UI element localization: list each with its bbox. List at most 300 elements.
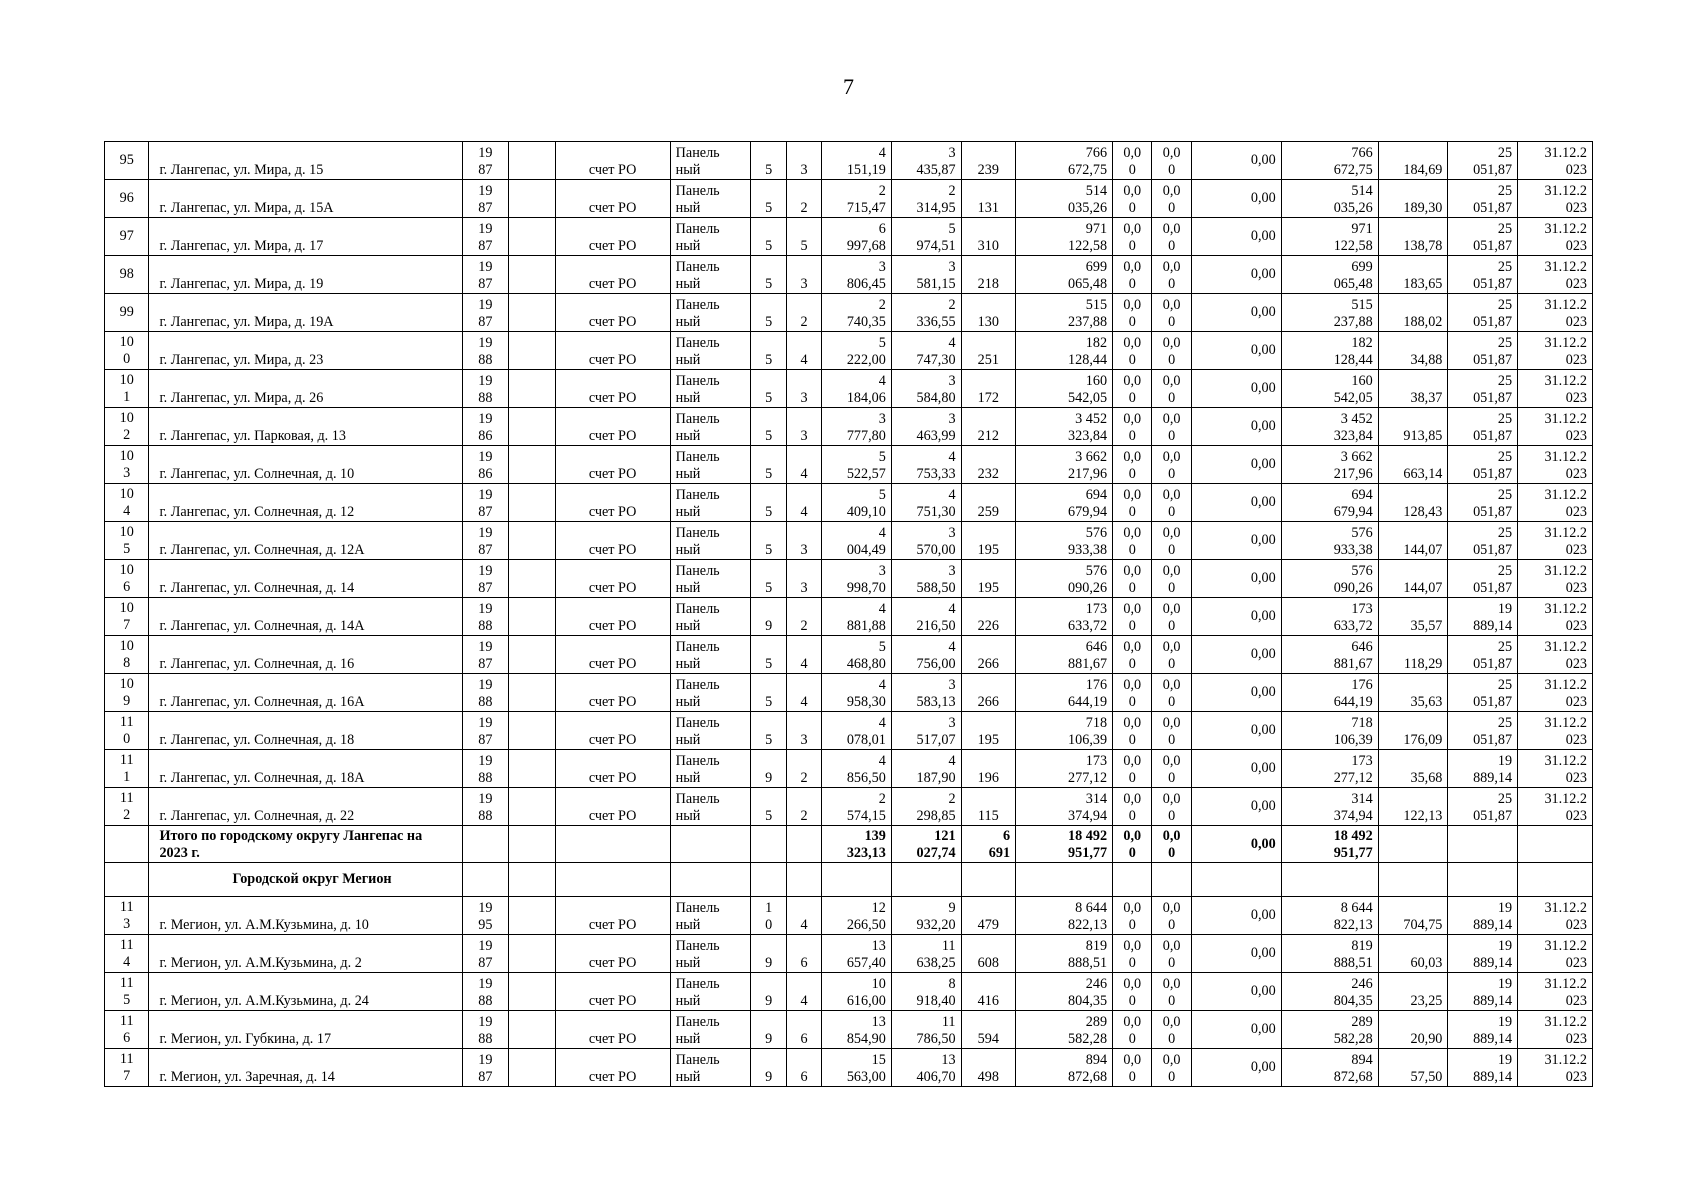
cell-a1: 3 777,80 (822, 408, 892, 446)
table-row (105, 560, 1593, 598)
cell-addr: г. Лангепас, ул. Солнечная, д. 16 (149, 636, 462, 674)
cell-z1: 0,0 0 (1113, 294, 1152, 332)
cell-res: 212 (961, 408, 1016, 446)
cell-ent: 2 (786, 294, 821, 332)
cell-u1: 122,13 (1378, 788, 1448, 826)
cell-z1: 0,0 0 (1113, 674, 1152, 712)
cell-a1: 12 266,50 (822, 897, 892, 935)
cell-ent: 3 (786, 712, 821, 750)
table-row (105, 484, 1593, 522)
cell-cost: 718 106,39 (1016, 712, 1113, 750)
cell-acct: счет РО (555, 370, 670, 408)
cell-u1: 144,07 (1378, 560, 1448, 598)
cell-z3: 0,00 (1191, 674, 1281, 712)
cell-cost: 694 679,94 (1016, 484, 1113, 522)
cell-fl: 5 (751, 294, 786, 332)
cell-z2: 0,0 0 (1152, 560, 1191, 598)
cell-z3: 0,00 (1191, 712, 1281, 750)
cell-z1: 0,0 0 (1113, 180, 1152, 218)
cell-res: 130 (961, 294, 1016, 332)
cell-z1: 0,0 0 (1113, 1049, 1152, 1087)
total-cost: 18 492 951,77 (1016, 826, 1113, 863)
cell-a2: 3 435,87 (891, 142, 961, 180)
cell-a1: 5 409,10 (822, 484, 892, 522)
cell-u2: 25 051,87 (1448, 788, 1518, 826)
cell-empty (509, 370, 555, 408)
cell-addr: г. Мегион, ул. А.М.Кузьмина, д. 2 (149, 935, 462, 973)
cell-a2: 4 753,33 (891, 446, 961, 484)
cell-z3: 0,00 (1191, 180, 1281, 218)
cell-mat: Панель ный (670, 484, 751, 522)
total-a1: 139 323,13 (822, 826, 892, 863)
housing-register-table (104, 141, 1593, 1087)
cell-empty (462, 863, 508, 897)
cell-acct: счет РО (555, 636, 670, 674)
cell-empty (509, 636, 555, 674)
cell-empty (1448, 826, 1518, 863)
cell-u1: 183,65 (1378, 256, 1448, 294)
cell-ent: 4 (786, 332, 821, 370)
cell-mat: Панель ный (670, 218, 751, 256)
cell-acct: счет РО (555, 1011, 670, 1049)
cell-addr: г. Лангепас, ул. Мира, д. 19А (149, 294, 462, 332)
cell-acct: счет РО (555, 294, 670, 332)
cell-z3: 0,00 (1191, 973, 1281, 1011)
cell-acct: счет РО (555, 142, 670, 180)
cell-year: 19 87 (462, 712, 508, 750)
cell-z1: 0,0 0 (1113, 560, 1152, 598)
cell-fl: 5 (751, 446, 786, 484)
cell-fl: 1 0 (751, 897, 786, 935)
cell-u1: 176,09 (1378, 712, 1448, 750)
cell-date: 31.12.2 023 (1518, 522, 1593, 560)
cell-u1: 20,90 (1378, 1011, 1448, 1049)
cell-year: 19 87 (462, 522, 508, 560)
cell-res: 594 (961, 1011, 1016, 1049)
cell-a2: 4 216,50 (891, 598, 961, 636)
cell-mat: Панель ный (670, 636, 751, 674)
cell-cost: 819 888,51 (1016, 935, 1113, 973)
cell-u1: 144,07 (1378, 522, 1448, 560)
cell-z3: 0,00 (1191, 446, 1281, 484)
cell-fl: 5 (751, 674, 786, 712)
cell-fl: 5 (751, 560, 786, 598)
cell-ent: 2 (786, 598, 821, 636)
cell-z1: 0,0 0 (1113, 750, 1152, 788)
cell-num: 11 6 (105, 1011, 149, 1049)
cell-num: 97 (105, 218, 149, 256)
cell-a2: 13 406,70 (891, 1049, 961, 1087)
cell-z2: 0,0 0 (1152, 1049, 1191, 1087)
cell-date: 31.12.2 023 (1518, 484, 1593, 522)
cell-a1: 4 004,49 (822, 522, 892, 560)
cell-u2: 25 051,87 (1448, 560, 1518, 598)
cell-year: 19 87 (462, 294, 508, 332)
cell-date: 31.12.2 023 (1518, 180, 1593, 218)
table-row (105, 370, 1593, 408)
cell-ent: 5 (786, 218, 821, 256)
cell-acct: счет РО (555, 446, 670, 484)
cell-empty (509, 973, 555, 1011)
cell-cost: 8 644 822,13 (1016, 897, 1113, 935)
cell-a1: 6 997,68 (822, 218, 892, 256)
cell-res: 416 (961, 973, 1016, 1011)
cell-z2: 0,0 0 (1152, 294, 1191, 332)
cell-empty (509, 712, 555, 750)
cell-z1: 0,0 0 (1113, 522, 1152, 560)
cell-u1: 57,50 (1378, 1049, 1448, 1087)
cell-year: 19 87 (462, 218, 508, 256)
cell-cost2: 173 277,12 (1281, 750, 1378, 788)
cell-cost2: 894 872,68 (1281, 1049, 1378, 1087)
cell-cost: 515 237,88 (1016, 294, 1113, 332)
cell-empty (751, 826, 786, 863)
cell-z2: 0,0 0 (1152, 1011, 1191, 1049)
cell-empty (509, 598, 555, 636)
cell-empty (509, 332, 555, 370)
cell-z3: 0,00 (1191, 256, 1281, 294)
cell-res: 310 (961, 218, 1016, 256)
table-row (105, 218, 1593, 256)
cell-addr: г. Мегион, ул. А.М.Кузьмина, д. 24 (149, 973, 462, 1011)
cell-ent: 4 (786, 674, 821, 712)
cell-empty (509, 750, 555, 788)
cell-cost2: 176 644,19 (1281, 674, 1378, 712)
cell-addr: г. Лангепас, ул. Мира, д. 15А (149, 180, 462, 218)
cell-ent: 4 (786, 446, 821, 484)
cell-cost: 576 090,26 (1016, 560, 1113, 598)
cell-u2: 19 889,14 (1448, 1049, 1518, 1087)
cell-fl: 5 (751, 180, 786, 218)
cell-u1: 128,43 (1378, 484, 1448, 522)
cell-year: 19 88 (462, 370, 508, 408)
cell-a2: 2 298,85 (891, 788, 961, 826)
section-title: Городской округ Мегион (149, 863, 462, 897)
cell-z2: 0,0 0 (1152, 522, 1191, 560)
cell-res: 226 (961, 598, 1016, 636)
cell-mat: Панель ный (670, 332, 751, 370)
cell-u2: 19 889,14 (1448, 973, 1518, 1011)
cell-a2: 8 918,40 (891, 973, 961, 1011)
cell-ent: 2 (786, 750, 821, 788)
cell-fl: 5 (751, 142, 786, 180)
cell-a2: 3 463,99 (891, 408, 961, 446)
cell-a2: 3 517,07 (891, 712, 961, 750)
cell-date: 31.12.2 023 (1518, 897, 1593, 935)
cell-acct: счет РО (555, 180, 670, 218)
cell-z2: 0,0 0 (1152, 370, 1191, 408)
cell-addr: г. Лангепас, ул. Солнечная, д. 12А (149, 522, 462, 560)
total-a2: 121 027,74 (891, 826, 961, 863)
cell-res: 266 (961, 636, 1016, 674)
cell-fl: 5 (751, 370, 786, 408)
cell-date: 31.12.2 023 (1518, 712, 1593, 750)
cell-empty (509, 256, 555, 294)
cell-empty (509, 218, 555, 256)
cell-acct: счет РО (555, 560, 670, 598)
cell-ent: 4 (786, 897, 821, 935)
cell-acct: счет РО (555, 408, 670, 446)
cell-a1: 4 881,88 (822, 598, 892, 636)
cell-date: 31.12.2 023 (1518, 256, 1593, 294)
table-row (105, 1011, 1593, 1049)
cell-empty (1281, 863, 1378, 897)
table-row (105, 522, 1593, 560)
cell-cost: 160 542,05 (1016, 370, 1113, 408)
cell-date: 31.12.2 023 (1518, 636, 1593, 674)
cell-cost2: 182 128,44 (1281, 332, 1378, 370)
cell-date: 31.12.2 023 (1518, 294, 1593, 332)
cell-a2: 3 581,15 (891, 256, 961, 294)
cell-empty (786, 826, 821, 863)
cell-z2: 0,0 0 (1152, 674, 1191, 712)
cell-cost2: 514 035,26 (1281, 180, 1378, 218)
cell-num: 10 9 (105, 674, 149, 712)
cell-year: 19 88 (462, 750, 508, 788)
cell-a1: 3 998,70 (822, 560, 892, 598)
cell-empty (509, 1011, 555, 1049)
cell-cost: 646 881,67 (1016, 636, 1113, 674)
cell-cost: 246 804,35 (1016, 973, 1113, 1011)
table-row (105, 712, 1593, 750)
cell-empty (786, 863, 821, 897)
cell-date: 31.12.2 023 (1518, 370, 1593, 408)
cell-empty (751, 863, 786, 897)
cell-z2: 0,0 0 (1152, 636, 1191, 674)
cell-acct: счет РО (555, 897, 670, 935)
cell-u2: 25 051,87 (1448, 256, 1518, 294)
cell-cost: 289 582,28 (1016, 1011, 1113, 1049)
cell-cost2: 289 582,28 (1281, 1011, 1378, 1049)
cell-empty (1448, 863, 1518, 897)
cell-mat: Панель ный (670, 598, 751, 636)
cell-addr: г. Лангепас, ул. Мира, д. 17 (149, 218, 462, 256)
cell-addr: г. Лангепас, ул. Солнечная, д. 18 (149, 712, 462, 750)
cell-z3: 0,00 (1191, 218, 1281, 256)
table-row (105, 897, 1593, 935)
cell-acct: счет РО (555, 935, 670, 973)
cell-num: 10 7 (105, 598, 149, 636)
cell-res: 266 (961, 674, 1016, 712)
cell-empty (1518, 826, 1593, 863)
table-row (105, 674, 1593, 712)
cell-a1: 15 563,00 (822, 1049, 892, 1087)
cell-z1: 0,0 0 (1113, 408, 1152, 446)
cell-cost: 699 065,48 (1016, 256, 1113, 294)
cell-addr: г. Лангепас, ул. Солнечная, д. 18А (149, 750, 462, 788)
cell-z1: 0,0 0 (1113, 973, 1152, 1011)
cell-acct: счет РО (555, 712, 670, 750)
cell-cost2: 3 452 323,84 (1281, 408, 1378, 446)
cell-fl: 5 (751, 788, 786, 826)
cell-ent: 4 (786, 973, 821, 1011)
cell-num: 10 6 (105, 560, 149, 598)
cell-res: 195 (961, 560, 1016, 598)
cell-acct: счет РО (555, 484, 670, 522)
cell-num: 11 2 (105, 788, 149, 826)
cell-empty (462, 826, 508, 863)
total-label: Итого по городскому округу Лангепас на 2023 г. (149, 826, 462, 863)
cell-a1: 4 078,01 (822, 712, 892, 750)
cell-z2: 0,0 0 (1152, 598, 1191, 636)
cell-u1: 34,88 (1378, 332, 1448, 370)
cell-res: 239 (961, 142, 1016, 180)
cell-empty (509, 484, 555, 522)
cell-a2: 4 751,30 (891, 484, 961, 522)
cell-cost: 576 933,38 (1016, 522, 1113, 560)
cell-a1: 13 657,40 (822, 935, 892, 973)
cell-res: 251 (961, 332, 1016, 370)
table-row (105, 636, 1593, 674)
cell-z3: 0,00 (1191, 636, 1281, 674)
cell-fl: 5 (751, 636, 786, 674)
cell-empty (1016, 863, 1113, 897)
cell-a1: 4 151,19 (822, 142, 892, 180)
cell-fl: 9 (751, 1049, 786, 1087)
cell-z2: 0,0 0 (1152, 935, 1191, 973)
cell-u2: 19 889,14 (1448, 1011, 1518, 1049)
cell-year: 19 87 (462, 560, 508, 598)
cell-mat: Панель ный (670, 712, 751, 750)
cell-a2: 4 756,00 (891, 636, 961, 674)
cell-mat: Панель ный (670, 935, 751, 973)
cell-fl: 5 (751, 522, 786, 560)
cell-empty (105, 826, 149, 863)
cell-cost2: 314 374,94 (1281, 788, 1378, 826)
cell-z1: 0,0 0 (1113, 370, 1152, 408)
cell-num: 11 4 (105, 935, 149, 973)
cell-year: 19 88 (462, 674, 508, 712)
cell-z1: 0,0 0 (1113, 788, 1152, 826)
cell-z3: 0,00 (1191, 897, 1281, 935)
cell-ent: 3 (786, 560, 821, 598)
cell-mat: Панель ный (670, 560, 751, 598)
cell-cost2: 8 644 822,13 (1281, 897, 1378, 935)
cell-addr: г. Лангепас, ул. Мира, д. 15 (149, 142, 462, 180)
cell-num: 11 3 (105, 897, 149, 935)
cell-num: 11 5 (105, 973, 149, 1011)
cell-year: 19 88 (462, 973, 508, 1011)
cell-cost: 766 672,75 (1016, 142, 1113, 180)
cell-z2: 0,0 0 (1152, 180, 1191, 218)
cell-fl: 5 (751, 332, 786, 370)
cell-empty (509, 826, 555, 863)
cell-fl: 5 (751, 712, 786, 750)
cell-empty (509, 788, 555, 826)
cell-mat: Панель ный (670, 750, 751, 788)
cell-year: 19 95 (462, 897, 508, 935)
cell-u2: 25 051,87 (1448, 332, 1518, 370)
cell-mat: Панель ный (670, 142, 751, 180)
cell-u1: 23,25 (1378, 973, 1448, 1011)
total-res: 6 691 (961, 826, 1016, 863)
cell-year: 19 87 (462, 935, 508, 973)
cell-a2: 11 786,50 (891, 1011, 961, 1049)
cell-u2: 19 889,14 (1448, 935, 1518, 973)
cell-num: 10 4 (105, 484, 149, 522)
cell-fl: 5 (751, 218, 786, 256)
cell-addr: г. Лангепас, ул. Солнечная, д. 22 (149, 788, 462, 826)
cell-cost2: 971 122,58 (1281, 218, 1378, 256)
cell-num: 10 1 (105, 370, 149, 408)
cell-mat: Панель ный (670, 788, 751, 826)
cell-empty (1152, 863, 1191, 897)
cell-u2: 25 051,87 (1448, 712, 1518, 750)
cell-acct: счет РО (555, 1049, 670, 1087)
cell-addr: г. Лангепас, ул. Мира, д. 19 (149, 256, 462, 294)
cell-z3: 0,00 (1191, 560, 1281, 598)
table-row (105, 332, 1593, 370)
cell-date: 31.12.2 023 (1518, 1011, 1593, 1049)
cell-empty (509, 674, 555, 712)
cell-addr: г. Лангепас, ул. Солнечная, д. 14А (149, 598, 462, 636)
cell-ent: 6 (786, 1049, 821, 1087)
cell-num: 96 (105, 180, 149, 218)
cell-z3: 0,00 (1191, 935, 1281, 973)
cell-fl: 9 (751, 598, 786, 636)
cell-mat: Панель ный (670, 1049, 751, 1087)
cell-res: 608 (961, 935, 1016, 973)
cell-a2: 9 932,20 (891, 897, 961, 935)
cell-date: 31.12.2 023 (1518, 560, 1593, 598)
cell-a1: 2 740,35 (822, 294, 892, 332)
cell-cost2: 173 633,72 (1281, 598, 1378, 636)
cell-fl: 9 (751, 750, 786, 788)
cell-date: 31.12.2 023 (1518, 935, 1593, 973)
cell-z2: 0,0 0 (1152, 973, 1191, 1011)
cell-cost2: 819 888,51 (1281, 935, 1378, 973)
cell-cost2: 576 090,26 (1281, 560, 1378, 598)
cell-z1: 0,0 0 (1113, 484, 1152, 522)
cell-addr: г. Лангепас, ул. Солнечная, д. 14 (149, 560, 462, 598)
cell-mat: Панель ный (670, 370, 751, 408)
cell-u1: 913,85 (1378, 408, 1448, 446)
cell-u1: 118,29 (1378, 636, 1448, 674)
cell-empty (509, 408, 555, 446)
cell-empty (670, 863, 751, 897)
cell-z2: 0,0 0 (1152, 712, 1191, 750)
cell-z2: 0,0 0 (1152, 897, 1191, 935)
cell-z1: 0,0 0 (1113, 935, 1152, 973)
cell-a2: 3 584,80 (891, 370, 961, 408)
cell-acct: счет РО (555, 218, 670, 256)
cell-a2: 5 974,51 (891, 218, 961, 256)
cell-year: 19 87 (462, 1049, 508, 1087)
cell-u1: 189,30 (1378, 180, 1448, 218)
cell-fl: 9 (751, 935, 786, 973)
cell-cost: 176 644,19 (1016, 674, 1113, 712)
cell-u1: 184,69 (1378, 142, 1448, 180)
cell-z3: 0,00 (1191, 598, 1281, 636)
cell-u2: 25 051,87 (1448, 522, 1518, 560)
cell-u1: 704,75 (1378, 897, 1448, 935)
cell-mat: Панель ный (670, 674, 751, 712)
cell-z1: 0,0 0 (1113, 332, 1152, 370)
cell-ent: 4 (786, 484, 821, 522)
cell-z3: 0,00 (1191, 332, 1281, 370)
cell-mat: Панель ный (670, 446, 751, 484)
cell-date: 31.12.2 023 (1518, 788, 1593, 826)
cell-z3: 0,00 (1191, 522, 1281, 560)
cell-date: 31.12.2 023 (1518, 332, 1593, 370)
cell-num: 99 (105, 294, 149, 332)
cell-cost2: 246 804,35 (1281, 973, 1378, 1011)
cell-cost2: 694 679,94 (1281, 484, 1378, 522)
cell-a2: 2 336,55 (891, 294, 961, 332)
cell-year: 19 87 (462, 180, 508, 218)
cell-u1: 35,57 (1378, 598, 1448, 636)
cell-cost: 514 035,26 (1016, 180, 1113, 218)
